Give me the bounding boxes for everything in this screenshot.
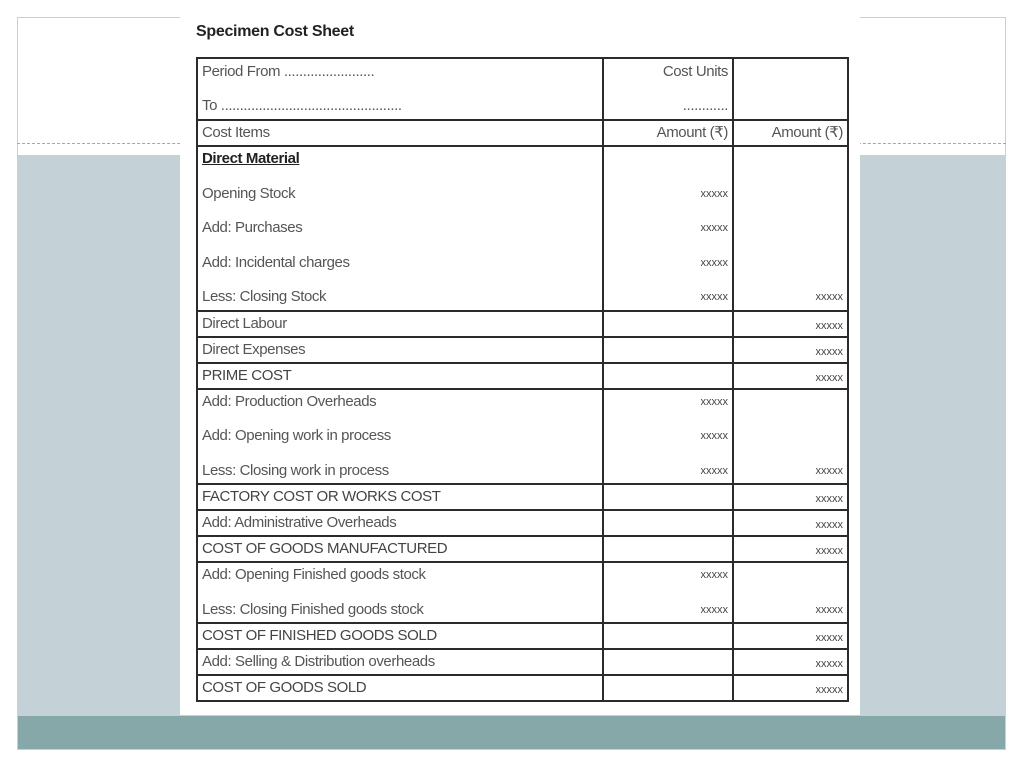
closing-stock-label: Less: Closing Stock xyxy=(202,288,327,305)
opening-stock-label: Opening Stock xyxy=(202,185,296,202)
direct-material-amounts xyxy=(603,146,733,311)
closing-wip-amount: xxxxx xyxy=(700,465,728,477)
cofgs-label: COST OF FINISHED GOODS SOLD xyxy=(202,627,437,644)
opening-finished-amount: xxxxx xyxy=(700,569,728,581)
factory-overheads-amounts xyxy=(603,389,733,484)
prime-cost-label: PRIME COST xyxy=(202,367,292,384)
production-overheads-amount: xxxxx xyxy=(700,396,728,408)
finished-goods-total-amount: xxxxx xyxy=(815,604,843,616)
period-from: Period From ........................ xyxy=(202,63,375,80)
selling-overheads-label: Add: Selling & Distribution overheads xyxy=(202,653,435,670)
period-blank-cell xyxy=(733,58,848,120)
period-cell xyxy=(197,58,603,120)
opening-wip-label: Add: Opening work in process xyxy=(202,427,391,444)
prime-cost-amount: xxxxx xyxy=(815,372,843,384)
incidental-label: Add: Incidental charges xyxy=(202,254,350,271)
amount-header-1: Amount (₹) xyxy=(603,120,733,146)
sheet-title: Specimen Cost Sheet xyxy=(196,23,354,40)
header-row xyxy=(197,120,848,146)
factory-overheads-total xyxy=(733,389,848,484)
selling-overheads-row xyxy=(197,649,848,675)
cost-units-value: ............ xyxy=(682,97,728,114)
factory-cost-label: FACTORY COST OR WORKS COST xyxy=(202,488,441,505)
selling-overheads-amount: xxxxx xyxy=(815,658,843,670)
cogs-amount: xxxxx xyxy=(815,684,843,696)
direct-material-total xyxy=(733,146,848,311)
direct-labour-amount: xxxxx xyxy=(815,320,843,332)
amount-header-2: Amount (₹) xyxy=(733,120,848,146)
closing-finished-amount: xxxxx xyxy=(700,604,728,616)
prime-cost-row xyxy=(197,363,848,389)
period-row xyxy=(197,58,848,120)
direct-expenses-row xyxy=(197,337,848,363)
admin-overheads-amount: xxxxx xyxy=(815,519,843,531)
factory-overheads-block xyxy=(197,389,848,484)
finished-goods-block xyxy=(197,562,848,623)
production-overheads-label: Add: Production Overheads xyxy=(202,393,377,410)
period-to: To ................................................ xyxy=(202,97,402,114)
closing-stock-amount: xxxxx xyxy=(700,291,728,303)
incidental-amount: xxxxx xyxy=(700,257,728,269)
direct-material-heading: Direct Material xyxy=(202,150,300,167)
cost-sheet-table xyxy=(196,57,849,702)
cost-items-header: Cost Items xyxy=(197,120,603,146)
cost-units-label: Cost Units xyxy=(662,63,728,80)
opening-wip-amount: xxxxx xyxy=(700,430,728,442)
opening-finished-label: Add: Opening Finished goods stock xyxy=(202,566,426,583)
finished-goods-amounts xyxy=(603,562,733,623)
cost-units-cell xyxy=(603,58,733,120)
direct-material-block xyxy=(197,146,848,311)
cogm-row xyxy=(197,536,848,562)
direct-material-total-amount: xxxxx xyxy=(815,291,843,303)
direct-material-items xyxy=(197,146,603,311)
factory-cost-row xyxy=(197,484,848,510)
cogs-label: COST OF GOODS SOLD xyxy=(202,679,367,696)
direct-labour-row xyxy=(197,311,848,337)
cogm-amount: xxxxx xyxy=(815,545,843,557)
cofgs-amount: xxxxx xyxy=(815,632,843,644)
admin-overheads-row xyxy=(197,510,848,536)
purchases-label: Add: Purchases xyxy=(202,219,303,236)
factory-cost-amount: xxxxx xyxy=(815,493,843,505)
cogm-label: COST OF GOODS MANUFACTURED xyxy=(202,540,448,557)
purchases-amount: xxxxx xyxy=(700,222,728,234)
slide-footer-band xyxy=(18,716,1005,749)
closing-finished-label: Less: Closing Finished goods stock xyxy=(202,601,424,618)
closing-wip-label: Less: Closing work in process xyxy=(202,462,389,479)
cogs-row xyxy=(197,675,848,701)
finished-goods-items xyxy=(197,562,603,623)
factory-overheads-total-amount: xxxxx xyxy=(815,465,843,477)
direct-expenses-amount: xxxxx xyxy=(815,346,843,358)
cofgs-row xyxy=(197,623,848,649)
cost-sheet xyxy=(180,17,860,715)
factory-overheads-items xyxy=(197,389,603,484)
opening-stock-amount: xxxxx xyxy=(700,188,728,200)
direct-expenses-label: Direct Expenses xyxy=(202,341,306,358)
finished-goods-total xyxy=(733,562,848,623)
admin-overheads-label: Add: Administrative Overheads xyxy=(202,514,397,531)
direct-labour-label: Direct Labour xyxy=(202,315,287,332)
